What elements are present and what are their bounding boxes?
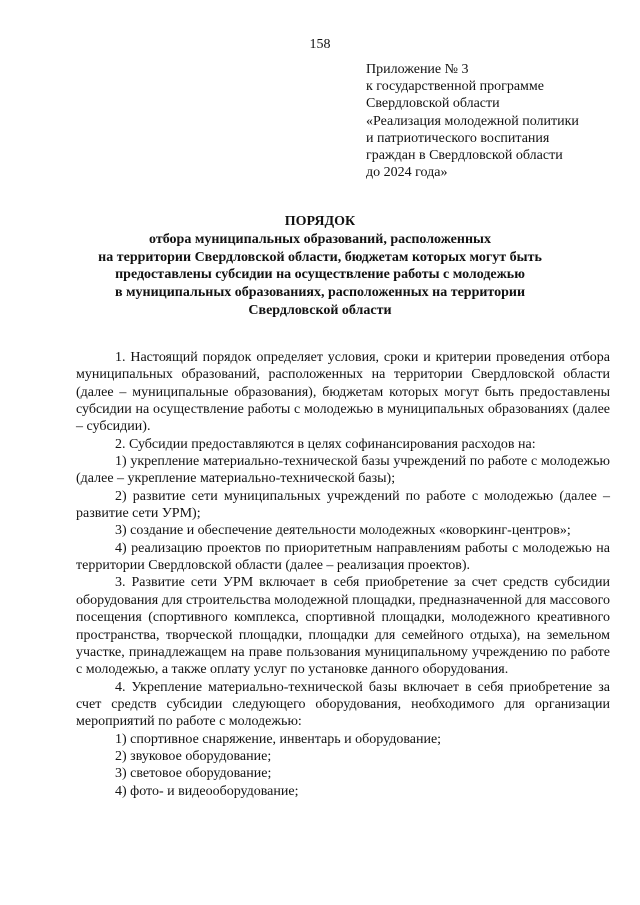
page-number: 158 [309,37,331,52]
paragraph-1: 1. Настоящий порядок определяет условия, сроки и критерии проведения отбора муниципальных образований, расположенных на территории Свердловской области (далее – муниципальные образования), бюджетам которых могут быть предоставлены субсидии на осуществление работы с молодежью в муниципальных образованиях (далее – субсидии). [76,350,610,435]
list-item-4-3: 3) световое оборудование; [115,766,272,782]
list-item-4-1: 1) спортивное снаряжение, инвентарь и оборудование; [115,731,442,747]
list-item-2-3: 3) создание и обеспечение деятельности молодежных «коворкинг-центров»; [115,523,571,539]
appendix-line: Свердловской области [366,96,500,112]
title-line: в муниципальных образованиях, расположенных на территории [114,285,526,301]
title-line: отбора муниципальных образований, расположенных [149,231,491,247]
list-item-4-4: 4) фото- и видеооборудование; [115,783,299,799]
title-line: Свердловской области [248,302,392,318]
list-item-2-2: 2) развитие сети муниципальных учреждений по работе с молодежью (далее – развитие сети УРМ); [76,488,610,522]
document-title [60,213,580,320]
title-heading: ПОРЯДОК [284,214,356,229]
title-line: предоставлены субсидии на осуществление работы с молодежью [115,267,525,283]
list-item-4-2: 2) звуковое оборудование; [115,748,272,764]
paragraph-4: 4. Укрепление материально-технической базы включает в себя приобретение за счет средств субсидии следующего оборудования, необходимого для организации мероприятий по работе с молодежью: [76,679,610,730]
appendix-line: до 2024 года» [366,165,448,181]
appendix-line: к государственной программе [366,79,544,95]
appendix-line: Приложение № 3 [366,62,469,77]
appendix-header [366,61,616,181]
document-body [76,349,610,800]
list-item-2-4: 4) реализацию проектов по приоритетным направлениям работы с молодежью на территории Свердловской области (далее – реализация проектов). [76,540,610,574]
title-line: на территории Свердловской области, бюджетам которых могут быть [98,249,542,265]
appendix-line: и патриотического воспитания [366,130,550,146]
paragraph-3: 3. Развитие сети УРМ включает в себя приобретение за счет средств субсидии оборудования для строительства молодежной площадки, предназначенной для массового посещения (спортивного комплекса, спортивной площадки, молодежного креативного пространства, творческой площадки, площадки для семейного отдыха), на земельном участке, принадлежащем на праве пользования муниципальному учреждению по работе с молодежью, а также оплату услуг по установке данного оборудования. [76,575,610,678]
list-item-2-1: 1) укрепление материально-технической базы учреждений по работе с молодежью (далее – укрепление материально-технической базы); [76,454,610,487]
appendix-line: граждан в Свердловской области [366,148,563,164]
appendix-line: «Реализация молодежной политики [366,113,579,129]
paragraph-2: 2. Субсидии предоставляются в целях софинансирования расходов на: [115,436,536,452]
